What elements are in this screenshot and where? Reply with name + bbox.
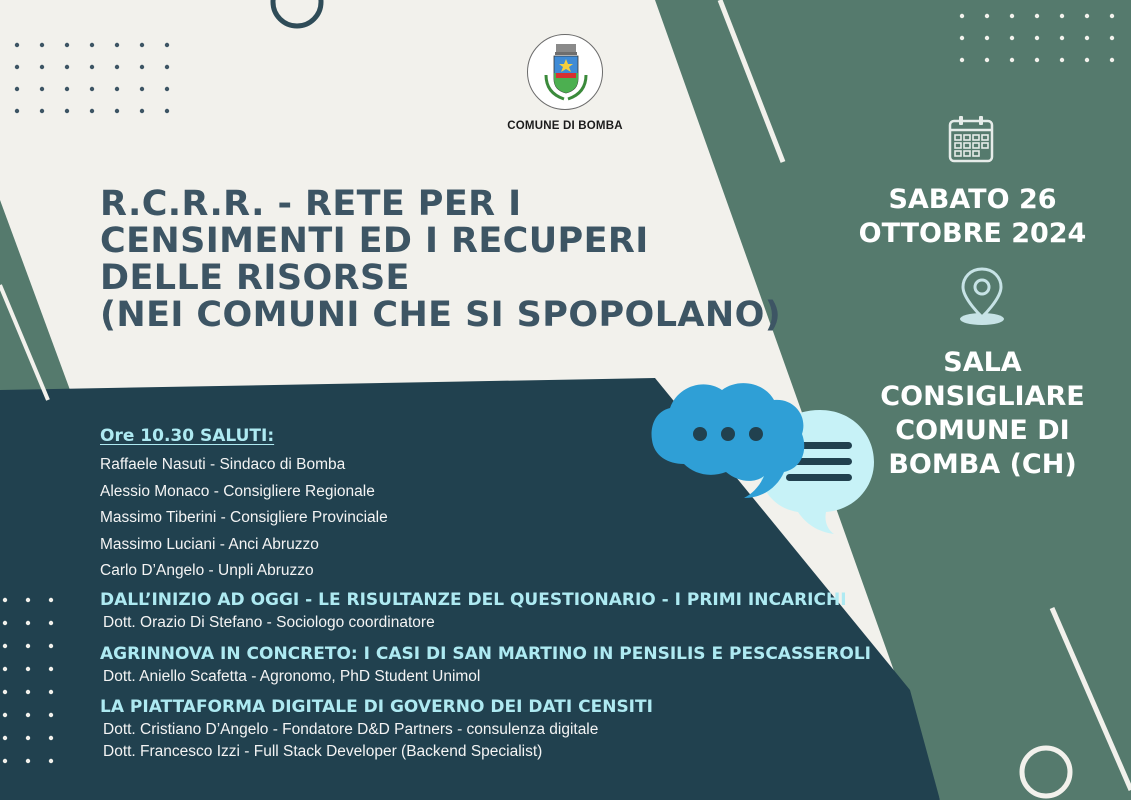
coat-of-arms-emblem — [527, 34, 603, 110]
greeting-speaker: Massimo Luciani - Anci Abruzzo — [100, 535, 319, 553]
event-program — [100, 426, 940, 763]
venue-line: SALA — [943, 347, 1022, 378]
greeting-speaker: Carlo D’Angelo - Unpli Abruzzo — [100, 562, 314, 579]
greetings-title: Ore 10.30 SALUTI: — [100, 426, 275, 446]
dot-grid-top-left — [15, 43, 169, 113]
section-title: LA PIATTAFORMA DIGITALE DI GOVERNO DEI DATI CENSITI — [100, 696, 653, 717]
title-line: R.C.R.R. - RETE PER I — [100, 184, 522, 224]
greeting-speaker: Alessio Monaco - Consigliere Regionale — [100, 482, 375, 500]
venue-line: BOMBA (CH) — [888, 449, 1077, 480]
greeting-speaker: Raffaele Nasuti - Sindaco di Bomba — [100, 456, 346, 473]
event-date — [830, 183, 1115, 251]
section-speaker: Dott. Aniello Scafetta - Agronomo, PhD Student Unimol — [103, 667, 481, 685]
section-speaker: Dott. Francesco Izzi - Full Stack Developer (Backend Specialist) — [103, 742, 543, 760]
ring-top — [273, 0, 321, 26]
calendar-icon — [948, 115, 996, 165]
date-line-day: SABATO 26 — [888, 184, 1057, 215]
title-line: (NEI COMUNI CHE SI SPOPOLANO) — [100, 295, 782, 335]
greeting-speaker: Massimo Tiberini - Consigliere Provinciale — [100, 509, 388, 526]
venue-line: COMUNE DI — [895, 415, 1070, 446]
municipality-name: COMUNE DI BOMBA — [507, 120, 623, 132]
location-pin-icon — [957, 265, 1007, 327]
municipality-logo — [490, 34, 640, 132]
section-speaker: Dott. Orazio Di Stefano - Sociologo coordinatore — [103, 613, 435, 631]
section-title: AGRINNOVA IN CONCRETO: I CASI DI SAN MARTINO IN PENSILIS E PESCASSEROLI — [100, 643, 871, 664]
event-title — [100, 186, 820, 334]
venue-line: CONSIGLIARE — [880, 381, 1085, 412]
section-title: DALL’INIZIO AD OGGI - LE RISULTANZE DEL QUESTIONARIO - I PRIMI INCARICHI — [100, 589, 847, 610]
date-line-month-year: OTTOBRE 2024 — [858, 218, 1087, 249]
title-line: DELLE RISORSE — [100, 258, 410, 298]
section-speaker: Dott. Cristiano D’Angelo - Fondatore D&D Partners - consulenza digitale — [103, 720, 599, 738]
title-line: CENSIMENTI ED I RECUPERI — [100, 221, 649, 261]
